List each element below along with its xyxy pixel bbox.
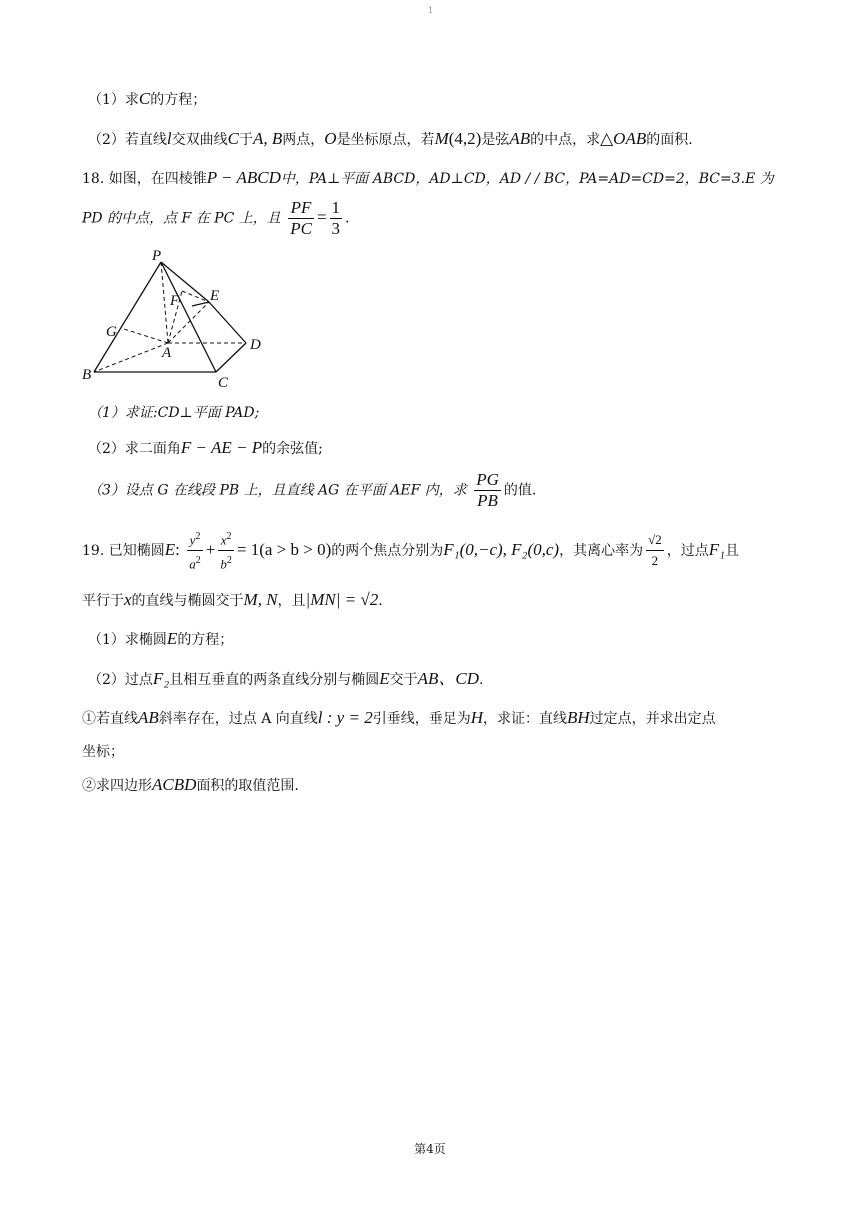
ellipse-term-y: $\frac{y^2}{a^2}$ <box>187 527 203 575</box>
q19-sub2: （2）过点F₂且相互垂直的两条直线分别与椭圆E交于AB、CD. <box>88 669 484 688</box>
q19-line2: 平行于x的直线与椭圆交于M, N，且|MN| = √2. <box>82 590 383 609</box>
eccentricity: $\frac{√2}{2}$ <box>648 532 662 569</box>
pyramid-figure <box>78 246 278 396</box>
q18-intro: 18. 如图，在四棱锥P − ABCD中，PA⊥平面 ABCD，AD⊥CD，AD / / BC，PA=AD=CD=2，BC=3.E 为 <box>82 168 774 187</box>
ellipse-term-x: $\frac{x^2}{b^2}$ <box>218 527 234 575</box>
q18-sub2: （2）求二面角F − AE − P的余弦值; <box>88 438 323 457</box>
q18-line2: PD 的中点，点 F 在 PC 上，且 $\frac{PF}{PC}$ = $\frac{1}{3}$ . <box>82 198 350 238</box>
label-P: P <box>152 248 162 264</box>
q19-case1-cont: 坐标； <box>82 744 124 760</box>
label-B: B <box>82 367 92 383</box>
q19-case2: ②求四边形ACBD面积的取值范围. <box>82 775 299 794</box>
q19-case1: ①若直线AB斜率存在，过点 A 向直线l : y = 2引垂线，垂足为H，求证：直线BH过定点，并求出定点 <box>82 708 716 727</box>
ratio-pg-pb: $\frac{PG}{PB}$ <box>476 470 499 510</box>
header-mark: 1 <box>428 6 434 15</box>
label-D: D <box>250 337 261 353</box>
q18-sub3: （3）设点 G 在线段 PB 上，且直线 AG 在平面 AEF 内，求 $\frac{PG}{PB}$ 的值. <box>88 470 537 510</box>
q19-sub1: （1）求椭圆E的方程； <box>88 629 234 648</box>
q18-sub1: （1）求证:CD⊥平面 PAD; <box>88 405 260 421</box>
ratio-value: $\frac{1}{3}$ <box>331 198 341 238</box>
q17-part2: （2）若直线l交双曲线C于A, B两点，O是坐标原点，若M(4,2)是弦AB的中点，求△OAB的面积. <box>88 129 693 148</box>
q17-part1: （1）求C的方程； <box>88 89 207 108</box>
label-E: E <box>210 288 220 304</box>
label-G: G <box>106 324 117 340</box>
ratio-pf-pc: $\frac{PF}{PC}$ <box>290 198 312 238</box>
q19-intro: 19. 已知椭圆E: $\frac{y^2}{a^2}$ + $\frac{x^2}{b^2}$ = 1(a > b > 0)的两个焦点分别为F₁(0,−c), F₂(0,c)，其离心率为 $\frac{√2}{2}$ ，过点F₁且 <box>82 527 739 575</box>
page-footer: 第4页 <box>414 1142 446 1156</box>
label-A: A <box>162 345 172 361</box>
label-C: C <box>218 375 229 391</box>
label-F: F <box>170 293 180 309</box>
